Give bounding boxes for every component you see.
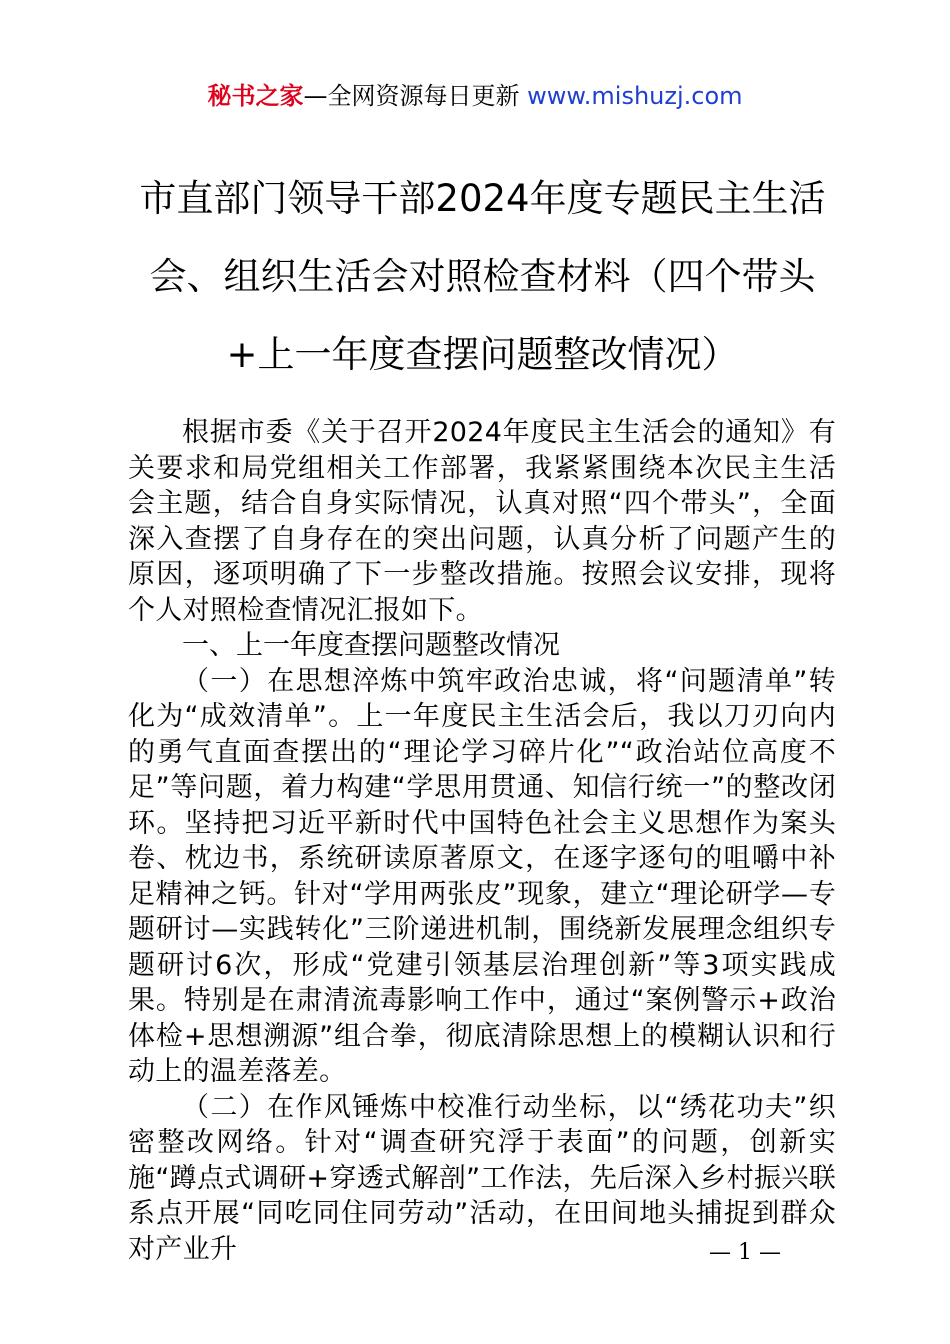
document-title: 市直部门领导干部2024年度专题民主生活会、组织生活会对照检查材料（四个带头+上一年度查摆问题整改情况） (139, 177, 826, 376)
item-two-paragraph: （二）在作风锤炼中校准行动坐标，以“绣花功夫”织密整改网络。针对“调查研究浮于表面”的问题，创新实施“蹲点式调研+穿透式解剖”工作法，先后深入乡村振兴联系点开展“同吃同住同劳动”活动，在田间地头捕捉到群众对产业升 (128, 1091, 836, 1265)
item-one-paragraph: （一）在思想淬炼中筑牢政治忠诚，将“问题清单”转化为“成效清单”。上一年度民主生活会后，我以刀刃向内的勇气直面查摆出的“理论学习碎片化”“政治站位高度不足”等问题，着力构建“学思用贯通、知信行统一”的整改闭环。坚持把习近平新时代中国特色社会主义思想作为案头卷、枕边书，系统研读原著原文，在逐字逐句的咀嚼中补足精神之钙。针对“学用两张皮”现象，建立“理论研学—专题研讨—实践转化”三阶递进机制，围绕新发展理念组织专题研讨6次，形成“党建引领基层治理创新”等3项实践成果。特别是在肃清流毒影响工作中，通过“案例警示+政治体检+思想溯源”组合拳，彻底清除思想上的模糊认识和行动上的温差落差。 (128, 665, 836, 1087)
site-header (0, 78, 950, 114)
page-number: — 1 — (709, 1240, 781, 1265)
site-brand: 秘书之家 (207, 82, 304, 110)
document-body (128, 415, 836, 1267)
section-heading: 一、上一年度查摆问题整改情况 (182, 630, 560, 661)
intro-paragraph: 根据市委《关于召开2024年度民主生活会的通知》有关要求和局党组相关工作部署，我紧紧围绕本次民主生活会主题，结合自身实际情况，认真对照“四个带头”，全面深入查摆了自身存在的突出问题，认真分析了问题产生的原因，逐项明确了下一步整改措施。按照会议安排，现将个人对照检查情况汇报如下。 (128, 417, 836, 626)
site-slogan: —全网资源每日更新 (303, 82, 520, 110)
site-url-link[interactable]: www.mishuzj.com (527, 82, 743, 110)
